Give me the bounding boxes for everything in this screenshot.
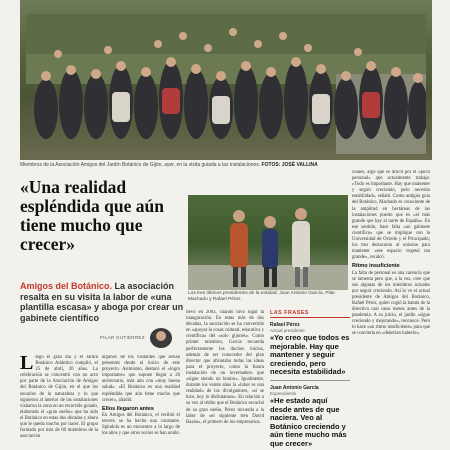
body-column-1 [20,355,98,450]
body-column-2-text: algunos de los visitantes que serían presentes desde el inicio de este proyecto. Asimismo, destacó el «logro importante» que supone llegar a 20 aniversario, más aún con «muy buena salud». «El Botánico es una realidad espléndida que aún tiene mucho que crecer», añadió. [102,355,180,403]
quote-author: Juan Antonio García [270,384,319,391]
presidents-photo-caption: Los tres últimos presidentes de la entidad: Juan Antonio García, Pilar Machado y Rafael Pérez. [188,291,335,302]
drop-cap: L [20,355,34,374]
quotes-tag: LAS FRASES [270,310,350,318]
lead-kicker: Amigos del Botánico. [20,281,113,291]
body-subhead: Ellos llegaron antes [102,405,154,412]
right-column-text-2: La falta de personal es una carencia que se lamenta pero que, a la vez, cree que sus algunas de los miembros actuales por seguir creciendo. Así lo ve el actual presidente de Amigos del Botánico, Rafael Pérez, quien cogió la batuta de la directiva casi unos meses antes de la pandemia. A su juicio, el jardín «sigue creciendo y mejorando», reconoce. Pero lo hace «un ritmo insuficiente» para que se convierta en «deberían haberlo». [352,270,430,337]
body-column-3-text: llevo en 2003, cuando tuvo lugar la inauguración. En estas más de dos décadas, la asociación se ha convertido en «apoyar la cosas cultural, educativa y científica» del «solo gijonés». Como primer miembro, García recuerda perfectamente los duchos inicios, además de ser conocedor del plan director que afrontaba todas las ideas para el proyecto, como la futura instalación de un invernadero que «sigue siendo un bonito». Igualmente, durante los veinte años la «labor es una realidad» de los divulgadores, «si se hizo, hoy lo disfrutamos». En relación a su vez al rédito que el Botánico escuchó de su gran sueño, Pérez recuerda a la labor de «el siguiente tren David Bazán», el primero de los empresarios. [186,310,264,425]
photo-credit: FOTOS: JOSÉ VALLINA [261,162,318,168]
presidents-photo-illustration [188,195,348,290]
presidents-photo [188,195,348,290]
byline: PILAR GUTIÉRREZ [100,335,145,340]
headline: «Una realidad espléndida que aún tiene mucho que crecer» [20,177,164,254]
quotes-box [270,310,350,450]
group-photo [20,0,432,160]
quote-author-role: Expresidente [270,390,297,396]
right-column-text: ciones, algo que se difícil por el «poco personal» que actualmente trabaja: «Todo es importante. Hay que mantener y seguir creciendo, pero necesita estabilidad», señaló. Como antigua guía del Botánico, Machado es consciente de la amplitud en hectáreas de las instalaciones puesto que es «el más grande que hay al norte de España». En ese sentido, hace falta «un gabinete científico» que se implique con la Universidad de Oviedo y el Principado; los tres destacaron al unísono para mantener «ese espacio vegetal tan grande», recalcó. [352,170,430,261]
quote-text: «Yo creo que todos es mejorable. Hay que mantener y seguir creciendo, pero necesita estabilidad» [270,333,350,377]
body-column-1-text: legó el gran día y el Jardín Botánico Atlántico cumplió, el 25 de abril, 20 años. La celebración se concentró con un acto por parte de la Asociación de Amigos del Botánico de Gijón, en el que los usuarios de la naturaleza y lo que siguieron al interior de las instalaciones visitaron la zona en un recorrido guiado, elaborado el «gran sueño» que ha sido el Botánico en estas dos décadas y ahora que le queda mucho por hacer. El grupo formado por más de 60 miembros de la asociación [20,355,98,440]
quote-divider [270,380,350,381]
photo-caption [20,161,432,170]
body-column-2 [102,355,180,450]
photo-caption-text: Miembros de la Asociación Amigos del Jardín Botánico de Gijón, ayer, en la visita guiada a las instalaciones. [20,162,261,168]
right-column [352,170,430,450]
author-avatar [150,328,172,348]
quote-text: «He estado aquí desde antes de que naciera. Veo al Botánico creciendo y aún tiene mucho más que crecer» [270,395,347,448]
right-column-subhead: Ritmo insuficiente [352,263,400,270]
quote-author-role: Actual presidente [270,328,305,333]
body-column-2-text-after: En Amigos del Botánico, el recibió el tercero se ha hecho una constante. Spindola es un encuentro a lo largo de los años y que otros socios se han unido. [102,412,180,437]
quote-author: Rafael Pérez [270,322,300,328]
group-photo-illustration [26,14,426,154]
lead-text: La asociación resalta en su visita la labor de «una plantilla escasa» y aboga por crear un gabinete científico [20,281,184,323]
lead-paragraph [20,281,188,323]
body-column-3 [186,310,264,450]
